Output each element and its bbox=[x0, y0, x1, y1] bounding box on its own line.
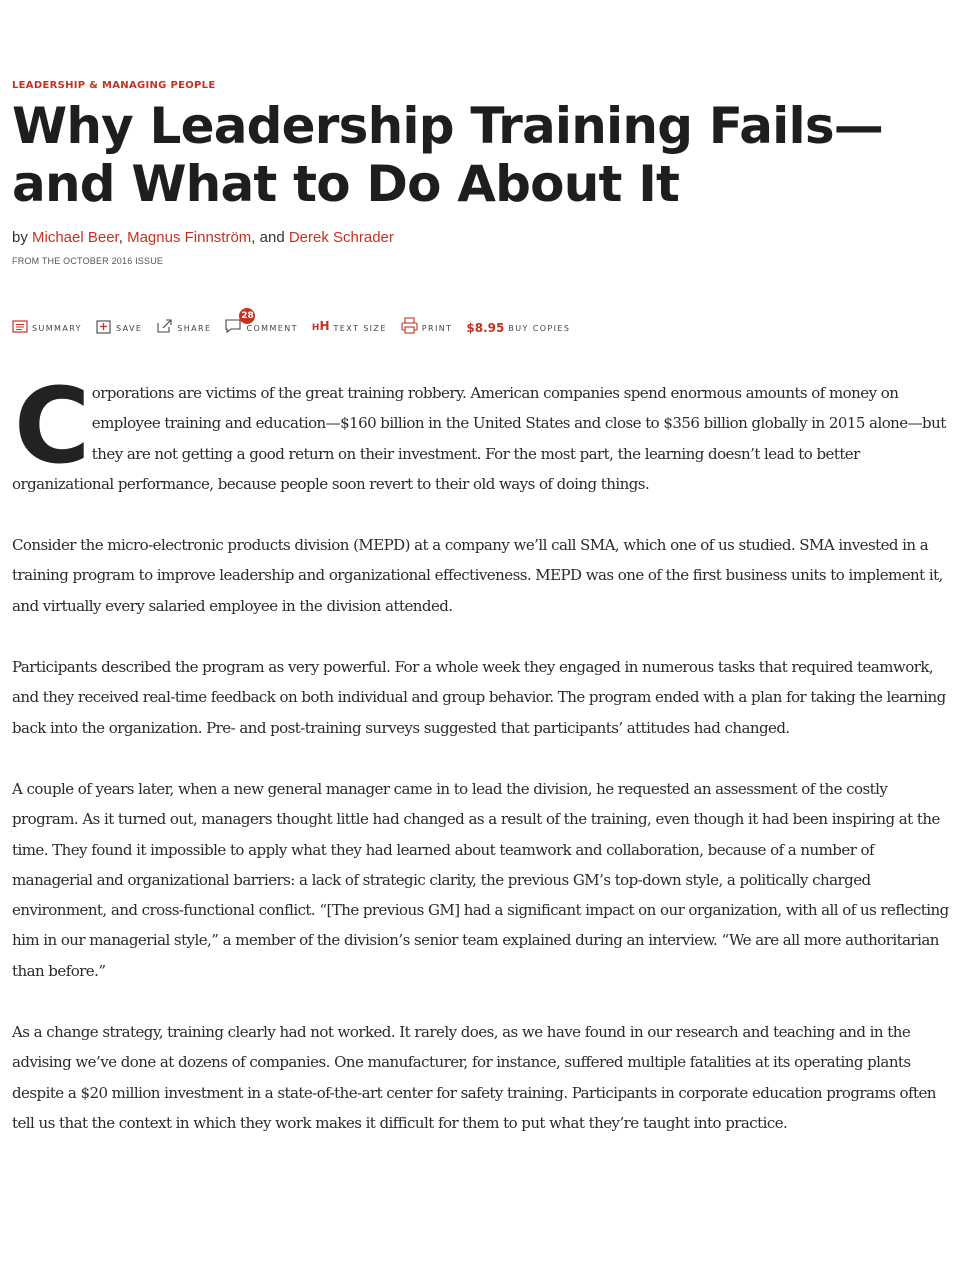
paragraph: Participants described the program as very powerful. For a whole week they engaged in numerous tasks that required teamwork, and they received real-time feedback on both individual and group behavior. The program ended with a plan for taking the learning back into the organization. Pre- and post-training surveys suggested that participants’ attitudes had changed. bbox=[12, 658, 946, 737]
share-label: SHARE bbox=[177, 324, 212, 333]
comment-button[interactable] bbox=[225, 311, 298, 334]
text-size-button[interactable] bbox=[312, 320, 387, 334]
byline-separator: , bbox=[118, 229, 123, 246]
summary-label: SUMMARY bbox=[32, 324, 82, 333]
article-body bbox=[12, 365, 956, 1138]
author-link-michael-beer[interactable]: Michael Beer bbox=[32, 229, 119, 246]
paragraph: Consider the micro-electronic products division (MEPD) at a company we’ll call SMA, which one of us studied. SMA invested in a training program to improve leadership and organizational effectiveness. MEPD was one of the first business units to implement it, and virtually every salaried employee in the division attended. bbox=[12, 536, 943, 615]
print-button[interactable] bbox=[401, 317, 453, 334]
share-button[interactable] bbox=[156, 318, 211, 334]
share-icon bbox=[156, 318, 173, 334]
paragraph bbox=[12, 365, 956, 499]
byline-separator: , and bbox=[251, 229, 285, 246]
byline bbox=[12, 229, 956, 246]
paragraph: As a change strategy, training clearly had not worked. It rarely does, as we have found in our research and teaching and in the advising we’ve done at dozens of companies. One manufacturer, for instance, suffered multiple fatalities at its operating plants despite a $20 million investment in a state-of-the-art center for safety training. Participants in corporate education programs often tell us that the context in which they work makes it difficult for them to put what they’re taught into practice. bbox=[12, 1023, 936, 1132]
topic-link[interactable]: LEADERSHIP & MANAGING PEOPLE bbox=[12, 80, 216, 91]
summary-icon bbox=[12, 320, 28, 334]
drop-cap: C bbox=[14, 365, 90, 487]
comment-label: COMMENT bbox=[246, 324, 298, 333]
byline-prefix: by bbox=[12, 229, 28, 246]
article-toolbar bbox=[12, 306, 956, 334]
buy-copies-label: BUY COPIES bbox=[508, 324, 571, 333]
save-label: SAVE bbox=[115, 324, 143, 333]
print-icon bbox=[401, 317, 418, 334]
author-link-magnus-finnstrom[interactable]: Magnus Finnström bbox=[127, 229, 252, 246]
print-label: PRINT bbox=[421, 324, 453, 333]
buy-copies-button[interactable] bbox=[466, 322, 570, 334]
text-size-label: TEXT SIZE bbox=[333, 324, 387, 333]
issue-line: FROM THE OCTOBER 2016 ISSUE bbox=[12, 256, 164, 266]
price: $8.95 bbox=[466, 321, 505, 335]
author-link-derek-schrader[interactable]: Derek Schrader bbox=[288, 229, 394, 246]
comment-count-badge: 28 bbox=[239, 308, 255, 324]
article-title: Why Leadership Training Fails—and What to Do About It bbox=[12, 97, 883, 213]
save-icon bbox=[96, 319, 112, 334]
summary-button[interactable] bbox=[12, 320, 82, 334]
save-button[interactable] bbox=[96, 319, 142, 334]
paragraph-text: orporations are victims of the great training robbery. American companies spend enormous amounts of money on employee training and education—$160 billion in the United States and close to $356 billion globally in 2015 alone—but they are not getting a good return on their investment. For the most part, the learning doesn’t lead to better organizational performance, because people soon revert to their old ways of doing things. bbox=[12, 384, 946, 493]
text-size-icon: HH bbox=[311, 319, 330, 333]
paragraph: A couple of years later, when a new general manager came in to lead the division, he requested an assessment of the costly program. As it turned out, managers thought little had changed as a result of the training, even though it had been inspiring at the time. They found it impossible to apply what they had learned about teamwork and collaboration, because of a number of managerial and organizational barriers: a lack of strategic clarity, the previous GM’s top-down style, a politically charged environment, and cross-functional conflict. “[The previous GM] had a significant impact on our organization, with all of us reflecting him in our managerial style,” a member of the division’s senior team explained during an interview. “We are all more authoritarian than before.” bbox=[12, 779, 949, 980]
article bbox=[12, 80, 956, 1169]
